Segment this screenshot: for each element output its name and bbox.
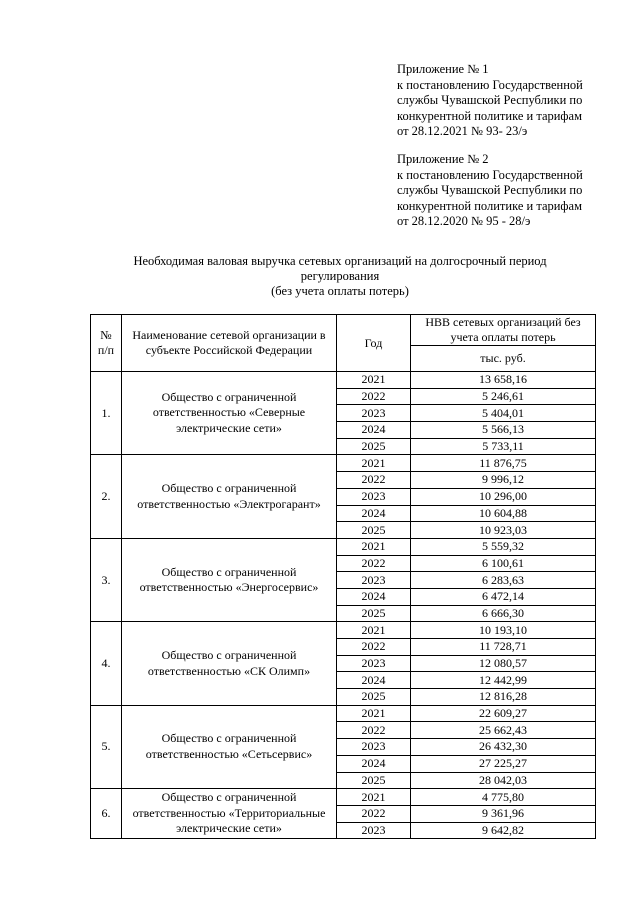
nvv-value-cell: 6 283,63 xyxy=(411,572,596,589)
appendix-2-line: от 28.12.2020 № 95 - 28/э xyxy=(397,214,531,228)
year-cell: 2021 xyxy=(337,372,411,389)
appendix-2-note xyxy=(397,152,637,230)
year-cell: 2023 xyxy=(337,739,411,756)
nvv-value-cell: 6 100,61 xyxy=(411,555,596,572)
nvv-value-cell: 6 666,30 xyxy=(411,605,596,622)
org-number: 6. xyxy=(91,789,122,839)
year-cell: 2025 xyxy=(337,689,411,706)
nvv-value-cell: 12 816,28 xyxy=(411,689,596,706)
nvv-value-cell: 5 404,01 xyxy=(411,405,596,422)
table-row xyxy=(91,455,596,472)
nvv-value-cell: 22 609,27 xyxy=(411,705,596,722)
appendix-2-line: Приложение № 2 xyxy=(397,152,489,166)
nvv-value-cell: 4 775,80 xyxy=(411,789,596,806)
title-line: Необходимая валовая выручка сетевых организаций на долгосрочный период xyxy=(133,254,547,268)
title-line: регулирования xyxy=(300,269,380,283)
year-cell: 2024 xyxy=(337,422,411,439)
year-cell: 2021 xyxy=(337,789,411,806)
nvv-value-cell: 26 432,30 xyxy=(411,739,596,756)
nvv-value-cell: 10 296,00 xyxy=(411,488,596,505)
year-cell: 2025 xyxy=(337,772,411,789)
nvv-value-cell: 12 080,57 xyxy=(411,655,596,672)
nvv-value-cell: 13 658,16 xyxy=(411,372,596,389)
org-name: Общество с ограниченной ответственностью «Сетьсервис» xyxy=(122,705,337,788)
table-row xyxy=(91,538,596,555)
org-number: 1. xyxy=(91,372,122,455)
year-cell: 2023 xyxy=(337,822,411,839)
nvv-value-cell: 5 559,32 xyxy=(411,538,596,555)
nvv-value-cell: 12 442,99 xyxy=(411,672,596,689)
appendix-2-line: конкурентной политике и тарифам xyxy=(397,198,582,213)
table-row xyxy=(91,705,596,722)
org-name: Общество с ограниченной ответственностью «СК Олимп» xyxy=(122,622,337,705)
nvv-value-cell: 9 361,96 xyxy=(411,805,596,822)
nvv-value-cell: 5 246,61 xyxy=(411,388,596,405)
year-cell: 2021 xyxy=(337,455,411,472)
year-cell: 2024 xyxy=(337,672,411,689)
nvv-value-cell: 11 728,71 xyxy=(411,639,596,656)
year-cell: 2022 xyxy=(337,555,411,572)
org-number: 4. xyxy=(91,622,122,705)
title-line: (без учета оплаты потерь) xyxy=(271,284,409,298)
org-number: 3. xyxy=(91,538,122,621)
header-nvv: НВВ сетевых организаций без учета оплаты потерь xyxy=(411,315,596,346)
year-cell: 2021 xyxy=(337,705,411,722)
year-cell: 2022 xyxy=(337,388,411,405)
nvv-table-body xyxy=(91,315,596,839)
org-number: 5. xyxy=(91,705,122,788)
year-cell: 2021 xyxy=(337,538,411,555)
year-cell: 2023 xyxy=(337,572,411,589)
table-header-row xyxy=(91,315,596,346)
year-cell: 2022 xyxy=(337,722,411,739)
header-num: № п/п xyxy=(91,315,122,372)
year-cell: 2025 xyxy=(337,438,411,455)
nvv-value-cell: 10 923,03 xyxy=(411,522,596,539)
appendix-1-line: от 28.12.2021 № 93- 23/э xyxy=(397,124,528,138)
year-cell: 2023 xyxy=(337,655,411,672)
nvv-value-cell: 5 566,13 xyxy=(411,422,596,439)
year-cell: 2023 xyxy=(337,405,411,422)
appendix-1-line: Приложение № 1 xyxy=(397,62,489,76)
nvv-value-cell: 5 733,11 xyxy=(411,438,596,455)
appendix-1-line: службы Чувашской Республики по xyxy=(397,93,583,107)
year-cell: 2024 xyxy=(337,505,411,522)
appendix-1-note xyxy=(397,62,637,140)
nvv-value-cell: 9 996,12 xyxy=(411,472,596,489)
org-name: Общество с ограниченной ответственностью «Территориальные электрические сети» xyxy=(122,789,337,839)
year-cell: 2021 xyxy=(337,622,411,639)
year-cell: 2022 xyxy=(337,805,411,822)
appendix-2-line: к постановлению Государственной xyxy=(397,167,583,182)
table-row xyxy=(91,372,596,389)
table-row xyxy=(91,622,596,639)
appendix-1-line: к постановлению Государственной xyxy=(397,77,583,92)
nvv-value-cell: 9 642,82 xyxy=(411,822,596,839)
appendix-2-line: службы Чувашской Республики по xyxy=(397,183,583,197)
document-title xyxy=(100,254,580,299)
nvv-value-cell: 27 225,27 xyxy=(411,755,596,772)
year-cell: 2024 xyxy=(337,588,411,605)
header-unit: тыс. руб. xyxy=(411,346,596,372)
year-cell: 2022 xyxy=(337,639,411,656)
year-cell: 2024 xyxy=(337,755,411,772)
year-cell: 2025 xyxy=(337,522,411,539)
table-row xyxy=(91,789,596,806)
nvv-value-cell: 10 604,88 xyxy=(411,505,596,522)
year-cell: 2023 xyxy=(337,488,411,505)
nvv-table xyxy=(90,314,596,839)
year-cell: 2022 xyxy=(337,472,411,489)
nvv-value-cell: 6 472,14 xyxy=(411,588,596,605)
nvv-value-cell: 10 193,10 xyxy=(411,622,596,639)
nvv-value-cell: 25 662,43 xyxy=(411,722,596,739)
org-name: Общество с ограниченной ответственностью «Энергосервис» xyxy=(122,538,337,621)
nvv-value-cell: 11 876,75 xyxy=(411,455,596,472)
year-cell: 2025 xyxy=(337,605,411,622)
appendix-1-line: конкурентной политике и тарифам xyxy=(397,108,582,123)
header-org: Наименование сетевой организации в субъекте Российской Федерации xyxy=(122,315,337,372)
org-name: Общество с ограниченной ответственностью «Северные электрические сети» xyxy=(122,372,337,455)
nvv-value-cell: 28 042,03 xyxy=(411,772,596,789)
header-year: Год xyxy=(337,315,411,372)
org-name: Общество с ограниченной ответственностью «Электрогарант» xyxy=(122,455,337,538)
org-number: 2. xyxy=(91,455,122,538)
